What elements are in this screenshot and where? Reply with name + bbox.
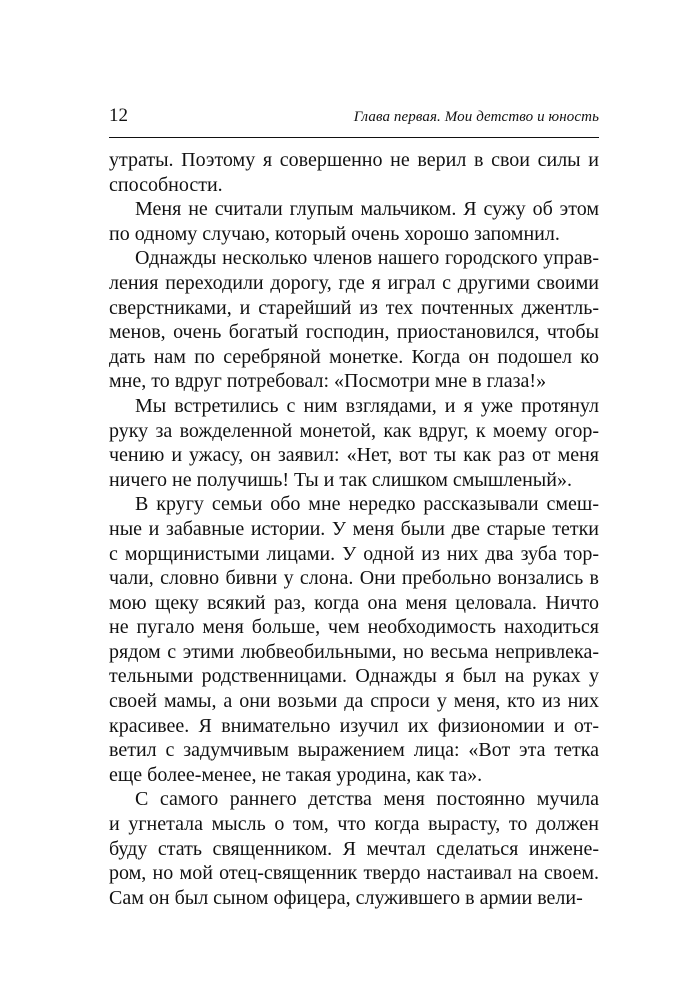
text-line: менов, очень богатый господин, приостановился, чтобы — [109, 321, 599, 344]
text-line: В кругу семьи обо мне нередко рассказывали смеш- — [135, 493, 599, 516]
text-line: красивее. Я внимательно изучил их физиономии и от- — [109, 714, 599, 737]
paragraph — [109, 394, 599, 492]
text-line: рядом с этими любвеобильными, но весьма непривлека- — [109, 640, 599, 663]
paragraph — [109, 148, 599, 197]
text-line: по одному случаю, который очень хорошо запомнил. — [109, 222, 560, 245]
paragraph — [109, 787, 599, 910]
text-line: С самого раннего детства меня постоянно мучила — [135, 788, 599, 811]
paragraph — [109, 197, 599, 246]
header-rule — [109, 137, 599, 138]
text-line: ления переходили дорогу, где я играл с другими своими — [109, 271, 599, 294]
page-number: 12 — [109, 105, 128, 126]
text-line: Мы встретились с ним взглядами, и я уже протянул — [135, 394, 599, 417]
text-line: дать нам по серебряной монетке. Когда он подошел ко — [109, 345, 599, 368]
text-line: мою щеку всякий раз, когда она меня целовала. Ничто — [109, 591, 599, 614]
text-line: ничего не получишь! Ты и так слишком смышленый». — [109, 468, 572, 491]
text-line: тельными родственницами. Однажды я был на руках у — [109, 665, 599, 688]
text-line: сверстниками, и старейший из тех почтенных джентль- — [109, 296, 599, 319]
text-line: способности. — [109, 173, 223, 196]
chapter-title: Глава первая. Мои детство и юность — [353, 109, 599, 125]
text-line: ром, но мой отец-священник твердо настаивал на своем. — [109, 862, 599, 885]
paragraph — [109, 246, 599, 394]
text-line: еще более-менее, не такая уродина, как та». — [109, 763, 483, 786]
text-line: утраты. Поэтому я совершенно не верил в свои силы и — [109, 149, 599, 171]
text-line: с морщинистыми лицами. У одной из них два зуба тор- — [109, 542, 599, 565]
body-text — [109, 148, 599, 910]
text-line: Однажды несколько членов нашего городского управ- — [135, 247, 599, 270]
text-line: не пугало меня больше, чем необходимость находиться — [109, 616, 599, 639]
text-line: и угнетала мысль о том, что когда вырасту, то должен — [109, 813, 599, 836]
text-line: чали, словно бивни у слона. Они пребольно вонзались в — [109, 567, 599, 590]
running-head — [109, 105, 599, 131]
paragraph — [109, 492, 599, 787]
book-page — [109, 105, 599, 910]
text-line: мне, то вдруг потребовал: «Посмотри мне в глаза!» — [109, 370, 547, 393]
text-line: Сам он был сыном офицера, служившего в армии вели- — [109, 886, 583, 909]
text-line: Меня не считали глупым мальчиком. Я сужу об этом — [135, 198, 599, 221]
text-line: своей мамы, а они возьми да спроси у меня, кто из них — [109, 690, 599, 713]
text-line: буду стать священником. Я мечтал сделаться инжене- — [109, 837, 599, 860]
text-line: ветил с задумчивым выражением лица: «Вот эта тетка — [109, 739, 599, 762]
text-line: руку за вожделенной монетой, как вдруг, к моему огор- — [109, 419, 599, 442]
text-line: ные и забавные истории. У меня были две старые тетки — [109, 517, 599, 540]
text-line: чению и ужасу, он заявил: «Нет, вот ты как раз от меня — [109, 444, 599, 467]
